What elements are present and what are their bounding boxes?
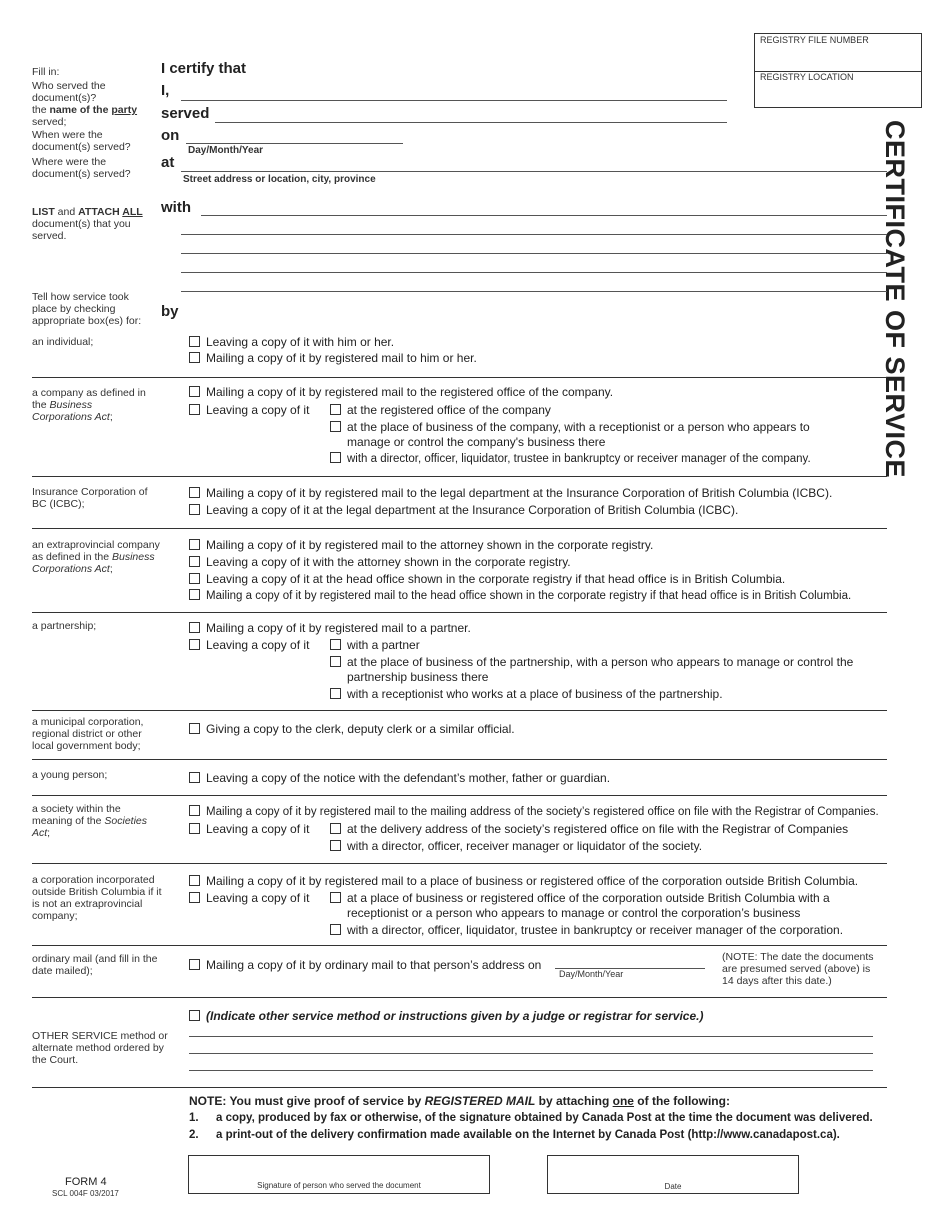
- form-code: SCL 004F 03/2017: [52, 1189, 119, 1198]
- option-text: Leaving a copy of it: [206, 403, 310, 417]
- young-option-1[interactable]: [189, 771, 610, 785]
- list-label-5: document(s) that you served.: [32, 218, 131, 242]
- i-label: I,: [161, 82, 170, 99]
- option-text: Mailing a copy of it by registered mail to a place of business or registered office of the corporation outside British Columbia.: [206, 874, 859, 888]
- list-label-3: ATTACH: [78, 206, 123, 218]
- society-option-mail[interactable]: [189, 805, 879, 818]
- icbc-option-1[interactable]: [189, 486, 832, 500]
- checkbox[interactable]: [189, 959, 200, 970]
- on-label: on: [161, 127, 180, 144]
- divider: [32, 528, 887, 529]
- checkbox[interactable]: [330, 892, 341, 903]
- other-line-3[interactable]: [189, 1070, 873, 1071]
- address-line[interactable]: [181, 171, 887, 172]
- society-label: [32, 803, 157, 839]
- extraprovincial-label: [32, 539, 167, 575]
- extra-option-4[interactable]: [189, 589, 851, 602]
- partnership-sub-2[interactable]: [330, 655, 892, 685]
- checkbox[interactable]: [189, 487, 200, 498]
- society-option-leave[interactable]: [189, 822, 309, 836]
- company-label-italic: Business Corporations Act: [32, 399, 110, 423]
- where-label: Where were the document(s) served?: [32, 156, 131, 180]
- option-text: Leaving a copy of it at the legal department at the Insurance Corporation of British Columbia (ICBC).: [206, 503, 739, 517]
- checkbox[interactable]: [189, 892, 200, 903]
- divider: [32, 612, 887, 613]
- list-label-2: and: [54, 206, 79, 218]
- checkbox[interactable]: [330, 840, 341, 851]
- option-text: Mailing a copy of it by registered mail to the mailing address of the society’s registered office on file with the Registrar of Companies.: [206, 806, 879, 818]
- with-label: with: [161, 199, 191, 216]
- registry-box: [754, 33, 922, 108]
- proof-number: 2.: [189, 1129, 199, 1141]
- documents-line-2[interactable]: [181, 234, 887, 235]
- extra-option-2[interactable]: [189, 555, 571, 569]
- ordinary-note: (NOTE: The date the documents are presumed served (above) is 14 days after this date.): [722, 951, 874, 987]
- documents-line-1[interactable]: [201, 215, 887, 216]
- option-text: Mailing a copy of it by ordinary mail to that person’s address on: [206, 958, 542, 972]
- corporation-option-mail[interactable]: [189, 874, 858, 888]
- ordinary-label: ordinary mail (and fill in the date mailed);: [32, 953, 158, 977]
- municipal-label: a municipal corporation, regional district or other local government body;: [32, 716, 144, 752]
- proof-note: [189, 1094, 730, 1108]
- divider: [32, 377, 887, 378]
- individual-label: an individual;: [32, 336, 94, 348]
- checkbox[interactable]: [330, 404, 341, 415]
- party-label-underline: party: [111, 104, 138, 116]
- option-text: with a director, officer, liquidator, trustee in bankruptcy or receiver manager of the company.: [347, 453, 811, 465]
- corporation-option-leave[interactable]: [189, 891, 309, 905]
- checkbox[interactable]: [330, 823, 341, 834]
- option-text: at a place of business or registered office of the corporation outside British Columbia with a receptionist or a person who appears to manage or control the corporation’s business: [347, 891, 830, 920]
- note-registered: REGISTERED MAIL: [424, 1094, 536, 1108]
- date-label: Date: [664, 1182, 682, 1191]
- option-text: Leaving a copy of it: [206, 638, 310, 652]
- company-sub-2[interactable]: [330, 420, 847, 450]
- form-title: CERTIFICATE OF SERVICE: [880, 120, 910, 479]
- list-label-1: LIST: [32, 206, 55, 218]
- checkbox[interactable]: [189, 404, 200, 415]
- option-text: at the delivery address of the society’s registered office on file with the Registrar of Companies: [347, 822, 849, 836]
- other-line-2[interactable]: [189, 1053, 873, 1054]
- option-text: Leaving a copy of it at the head office shown in the corporate registry if that head office is in British Columbia.: [206, 572, 786, 586]
- divider: [32, 710, 887, 711]
- divider: [32, 1087, 887, 1088]
- option-text: Leaving a copy of the notice with the defendant’s mother, father or guardian.: [206, 771, 611, 785]
- form-number: FORM 4: [65, 1176, 107, 1188]
- party-name-line[interactable]: [215, 122, 727, 123]
- tell-how-label: Tell how service took place by checking appropriate box(es) for:: [32, 291, 142, 327]
- divider: [32, 863, 887, 864]
- checkbox[interactable]: [330, 924, 341, 935]
- date-hint: Day/Month/Year: [188, 145, 264, 156]
- divider: [32, 997, 887, 998]
- option-text: with a director, officer, liquidator, trustee in bankruptcy or receiver manager of the corporation.: [347, 923, 844, 937]
- checkbox[interactable]: [330, 452, 341, 463]
- option-text: Leaving a copy of it: [206, 891, 310, 905]
- documents-line-3[interactable]: [181, 253, 887, 254]
- corporation-sub-2[interactable]: [330, 923, 843, 937]
- fill-in-label: Fill in:: [32, 66, 60, 78]
- signature-label: Signature of person who served the document: [257, 1181, 421, 1190]
- society-label-2: ;: [47, 827, 51, 839]
- society-sub-1[interactable]: [330, 822, 848, 836]
- documents-line-5[interactable]: [181, 291, 887, 292]
- served-label: served: [161, 105, 210, 122]
- partnership-option-mail[interactable]: [189, 621, 471, 635]
- company-sub-3[interactable]: [330, 452, 811, 465]
- by-label: by: [161, 303, 179, 320]
- date-served-line[interactable]: [186, 143, 403, 144]
- option-text: Mailing a copy of it by registered mail to a partner.: [206, 621, 471, 635]
- list-label-4: ALL: [122, 206, 143, 218]
- date-box[interactable]: [547, 1155, 799, 1194]
- checkbox[interactable]: [189, 723, 200, 734]
- option-text: Leaving a copy of it with the attorney shown in the corporate registry.: [206, 555, 571, 569]
- registry-location-label: REGISTRY LOCATION: [760, 72, 854, 82]
- at-label: at: [161, 154, 175, 171]
- registry-file-number-label: REGISTRY FILE NUMBER: [760, 35, 869, 45]
- address-hint: Street address or location, city, province: [183, 174, 376, 185]
- municipal-option-1[interactable]: [189, 722, 515, 736]
- checkbox[interactable]: [189, 1010, 200, 1021]
- divider: [32, 759, 887, 760]
- option-text: at the place of business of the partnership, with a person who appears to manage or control the partnership business there: [347, 655, 854, 684]
- corporation-label: a corporation incorporated outside British Columbia if it is not an extraprovincial company;: [32, 874, 162, 922]
- extraprovincial-label-italic: Business Corporations Act: [32, 551, 155, 575]
- option-text: Leaving a copy of it with him or her.: [206, 335, 395, 349]
- certify-text: I certify that: [161, 60, 247, 77]
- individual-option-1[interactable]: [189, 335, 394, 349]
- checkbox[interactable]: [189, 539, 200, 550]
- company-label-2: ;: [109, 411, 113, 423]
- signature-box[interactable]: [188, 1155, 490, 1194]
- option-text: with a director, officer, receiver manager or liquidator of the society.: [347, 839, 703, 853]
- checkbox[interactable]: [330, 639, 341, 650]
- society-sub-2[interactable]: [330, 839, 702, 853]
- partnership-sub-1[interactable]: [330, 638, 420, 652]
- option-text: Mailing a copy of it by registered mail to the head office shown in the corporate registry if that head office is in British Columbia.: [206, 590, 852, 602]
- extra-option-3[interactable]: [189, 572, 785, 586]
- note-mid: by attaching: [535, 1094, 613, 1108]
- other-option-1[interactable]: [189, 1009, 703, 1023]
- proof-text: a print-out of the delivery confirmation made available on the Internet by Canada Post (http://www.canadapost.ca).: [216, 1129, 840, 1141]
- checkbox[interactable]: [189, 556, 200, 567]
- party-label-pre: the: [32, 104, 50, 116]
- checkbox[interactable]: [189, 589, 200, 600]
- extraprovincial-label-1: an extraprovincial company as defined in the: [32, 539, 160, 563]
- proof-item-2: [189, 1129, 840, 1141]
- proof-text: a copy, produced by fax or otherwise, of the signature obtained by Canada Post at the time the document was delivered.: [216, 1112, 873, 1124]
- server-name-line[interactable]: [181, 100, 727, 101]
- young-label: a young person;: [32, 769, 108, 781]
- extraprovincial-label-2: ;: [109, 563, 113, 575]
- party-label: [32, 104, 152, 128]
- divider: [32, 795, 887, 796]
- partnership-sub-3[interactable]: [330, 687, 723, 701]
- checkbox[interactable]: [330, 688, 341, 699]
- proof-item-1: [189, 1112, 873, 1124]
- individual-option-2[interactable]: [189, 351, 477, 365]
- option-text: Mailing a copy of it by registered mail to the attorney shown in the corporate registry.: [206, 538, 654, 552]
- checkbox[interactable]: [189, 823, 200, 834]
- option-text: Mailing a copy of it by registered mail to the legal department at the Insurance Corporation of British Columbia (ICBC).: [206, 486, 833, 500]
- partnership-option-leave[interactable]: [189, 638, 309, 652]
- checkbox[interactable]: [189, 573, 200, 584]
- company-label: [32, 387, 152, 423]
- checkbox[interactable]: [189, 622, 200, 633]
- checkbox[interactable]: [189, 504, 200, 515]
- mailed-date-hint: Day/Month/Year: [559, 969, 624, 979]
- checkbox[interactable]: [330, 421, 341, 432]
- option-text: at the place of business of the company, with a receptionist or a person who appears to manage or control the company's business there: [347, 420, 810, 449]
- checkbox[interactable]: [189, 805, 200, 816]
- option-text: (Indicate other service method or instructions given by a judge or registrar for service.): [206, 1009, 704, 1023]
- option-text: with a partner: [347, 638, 420, 652]
- party-label-post: served;: [32, 116, 67, 128]
- party-label-bold: name of the: [49, 104, 112, 116]
- note-one: one: [612, 1094, 634, 1108]
- option-text: Leaving a copy of it: [206, 822, 310, 836]
- divider: [32, 945, 887, 946]
- checkbox[interactable]: [189, 336, 200, 347]
- checkbox[interactable]: [189, 875, 200, 886]
- checkbox[interactable]: [189, 352, 200, 363]
- option-text: at the registered office of the company: [347, 403, 551, 417]
- company-option-leave[interactable]: [189, 403, 309, 417]
- list-attach-label: [32, 206, 152, 242]
- extra-option-1[interactable]: [189, 538, 653, 552]
- icbc-label: Insurance Corporation of BC (ICBC);: [32, 486, 148, 510]
- company-label-1: a company as defined in the: [32, 387, 146, 411]
- option-text: with a receptionist who works at a place of business of the partnership.: [347, 687, 723, 701]
- checkbox[interactable]: [189, 386, 200, 397]
- society-label-italic: Societies Act: [32, 815, 147, 839]
- option-text: Mailing a copy of it by registered mail to him or her.: [206, 351, 477, 365]
- registry-location-field[interactable]: [755, 72, 921, 107]
- other-label: OTHER SERVICE method or alternate method ordered by the Court.: [32, 1030, 168, 1066]
- option-text: Mailing a copy of it by registered mail to the registered office of the company.: [206, 385, 614, 399]
- note-lead: NOTE: You must give proof of service by: [189, 1094, 425, 1108]
- society-label-1: a society within the meaning of the: [32, 803, 121, 827]
- partnership-label: a partnership;: [32, 620, 97, 632]
- note-end: of the following:: [633, 1094, 730, 1108]
- who-served-label: Who served the document(s)?: [32, 80, 106, 104]
- divider: [32, 476, 887, 477]
- registry-file-number-field[interactable]: [755, 34, 921, 72]
- proof-number: 1.: [189, 1112, 199, 1124]
- other-line-1[interactable]: [189, 1036, 873, 1037]
- ordinary-option-1[interactable]: [189, 958, 541, 972]
- option-text: Giving a copy to the clerk, deputy clerk or a similar official.: [206, 722, 515, 736]
- when-label: When were the document(s) served?: [32, 129, 131, 153]
- checkbox[interactable]: [189, 772, 200, 783]
- icbc-option-2[interactable]: [189, 503, 738, 517]
- company-option-mail[interactable]: [189, 385, 613, 399]
- corporation-sub-1[interactable]: [330, 891, 867, 921]
- company-sub-1[interactable]: [330, 403, 551, 417]
- documents-line-4[interactable]: [181, 272, 887, 273]
- checkbox[interactable]: [189, 639, 200, 650]
- checkbox[interactable]: [330, 656, 341, 667]
